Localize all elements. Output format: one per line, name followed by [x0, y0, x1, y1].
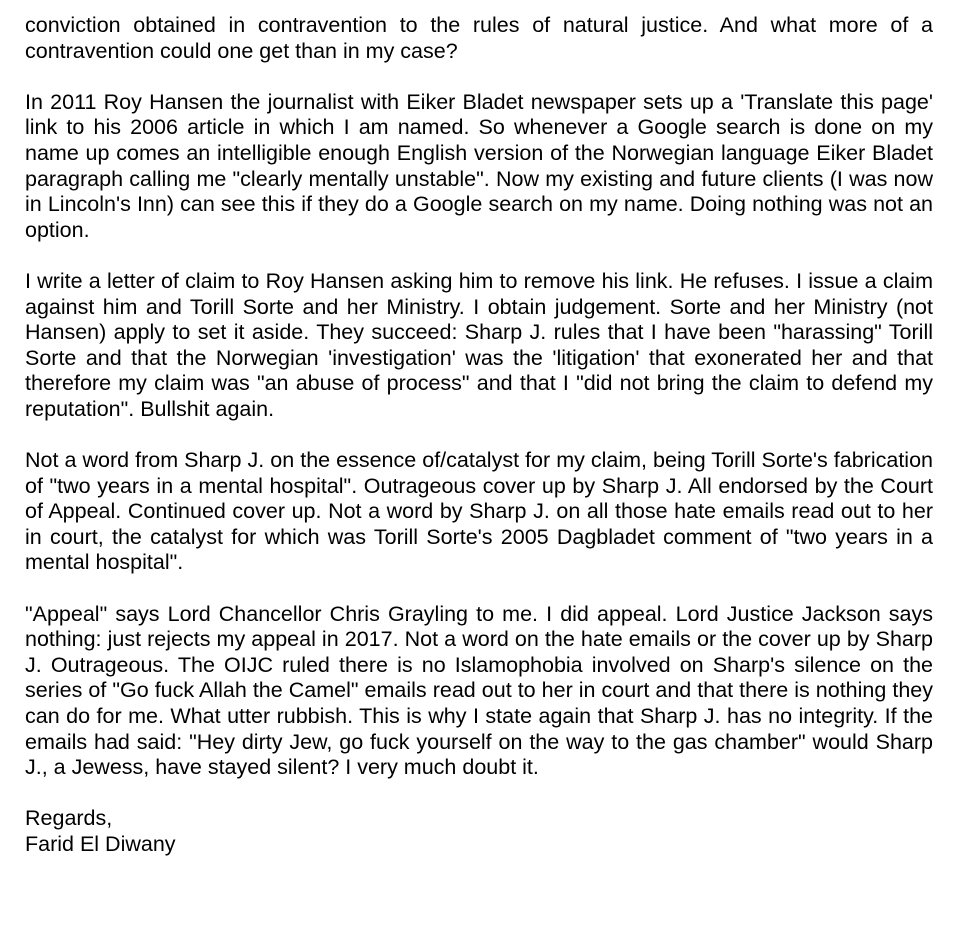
closing-signature: Farid El Diwany: [25, 832, 176, 856]
paragraph-4: Not a word from Sharp J. on the essence of/catalyst for my claim, being Torill Sorte's fabrication of "two years in a mental hospital". Outrageous cover up by Sharp J. All endorsed by the Court of Appeal. Continued cover up. Not a word by Sharp J. on all those hate emails read out to her in court, the catalyst for which was Torill Sorte's 2005 Dagbladet comment of "two years in a mental hospital".: [25, 448, 933, 575]
closing-salutation: Regards,: [25, 806, 113, 831]
letter-closing: [25, 806, 933, 857]
paragraph-5: "Appeal" says Lord Chancellor Chris Grayling to me. I did appeal. Lord Justice Jackson says nothing: just rejects my appeal in 2017. Not a word on the hate emails or the cover up by Sharp J. Outrageous. The OIJC ruled there is no Islamophobia involved on Sharp's silence on the series of "Go fuck Allah the Camel" emails read out to her in court and that there is nothing they can do for me. What utter rubbish. This is why I state again that Sharp J. has no integrity. If the emails had said: "Hey dirty Jew, go fuck yourself on the way to the gas chamber" would Sharp J., a Jewess, have stayed silent? I very much doubt it.: [25, 601, 933, 780]
letter-page: [25, 13, 933, 858]
paragraph-1: conviction obtained in contravention to the rules of natural justice. And what more of a contravention could one get than in my case?: [25, 13, 933, 63]
paragraph-3: I write a letter of claim to Roy Hansen asking him to remove his link. He refuses. I issue a claim against him and Torill Sorte and her Ministry. I obtain judgement. Sorte and her Ministry (not Hansen) apply to set it aside. They succeed: Sharp J. rules that I have been "harassing" Torill Sorte and that the Norwegian 'investigation' was the 'litigation' that exonerated her and that therefore my claim was "an abuse of process" and that I "did not bring the claim to defend my reputation". Bullshit again.: [25, 268, 933, 421]
paragraph-2: In 2011 Roy Hansen the journalist with Eiker Bladet newspaper sets up a 'Translate this page' link to his 2006 article in which I am named. So whenever a Google search is done on my name up comes an intelligible enough English version of the Norwegian language Eiker Bladet paragraph calling me "clearly mentally unstable". Now my existing and future clients (I was now in Lincoln's Inn) can see this if they do a Google search on my name. Doing nothing was not an option.: [25, 89, 933, 242]
